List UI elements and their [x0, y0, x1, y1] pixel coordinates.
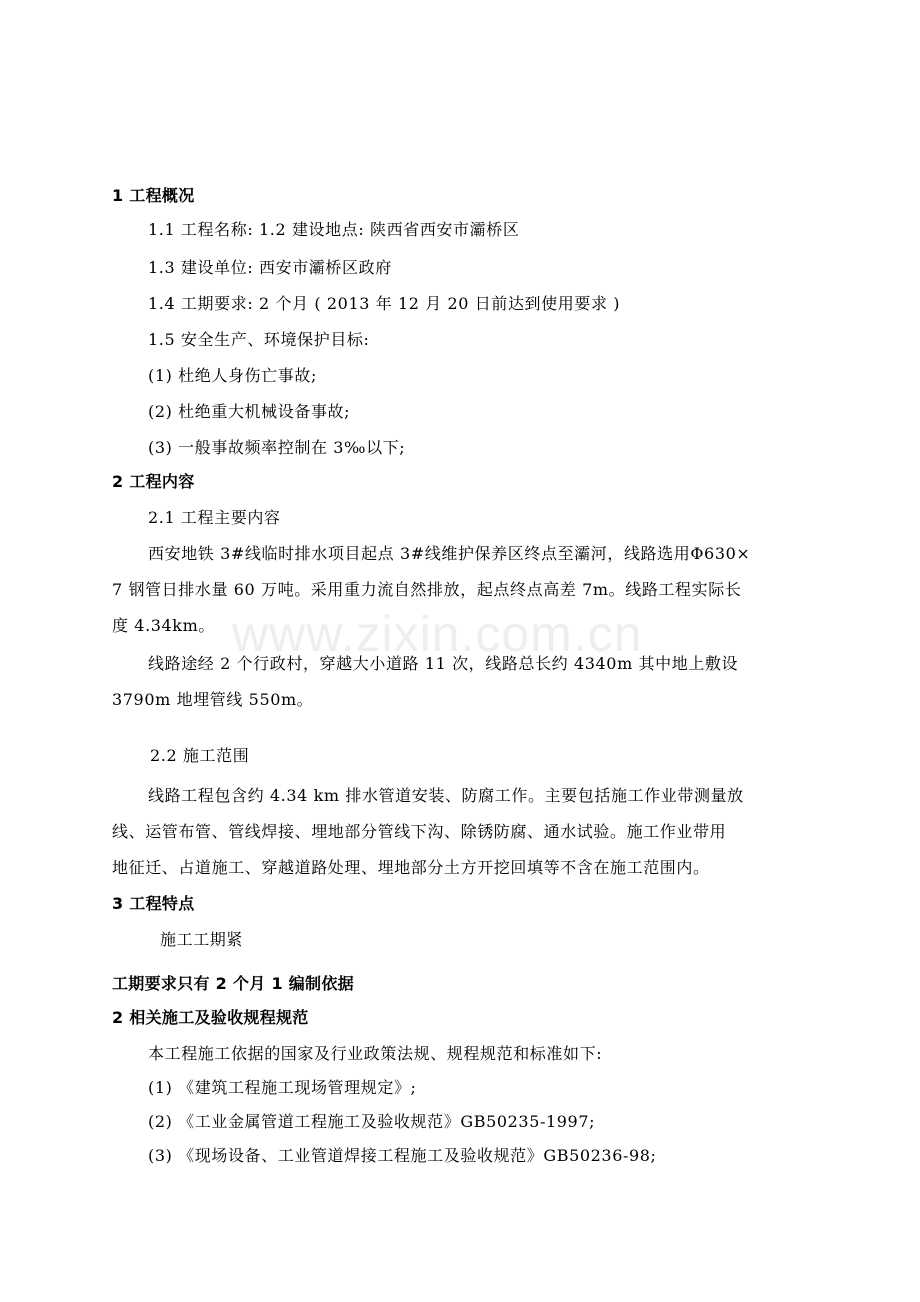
paragraph-line: 1.5 安全生产、环境保护目标:: [148, 330, 370, 349]
watermark-text: www.zixin.com.cn: [232, 606, 643, 662]
section-heading: 工期要求只有 2 个月 1 编制依据: [112, 974, 354, 993]
section-heading-2: 2 工程内容: [112, 472, 195, 491]
list-item: (1) 杜绝人身伤亡事故;: [148, 366, 317, 385]
paragraph-line: 1.1 工程名称: 1.2 建设地点: 陕西省西安市灞桥区: [148, 220, 520, 239]
list-item: (3) 一般事故频率控制在 3‰以下;: [148, 438, 406, 457]
paragraph-line: 线路途经 2 个行政村，穿越大小道路 11 次，线路总长约 4340m 其中地上敷设: [148, 654, 739, 673]
list-item: (2) 杜绝重大机械设备事故;: [148, 402, 351, 421]
paragraph-line: 度 4.34km。: [112, 616, 215, 635]
paragraph-line: 1.3 建设单位: 西安市灞桥区政府: [148, 258, 392, 277]
list-item: (3) 《现场设备、工业管道焊接工程施工及验收规范》GB50236-98;: [148, 1146, 657, 1165]
subsection-heading: 2.2 施工范围: [150, 746, 250, 765]
paragraph-line: 西安地铁 3#线临时排水项目起点 3#线维护保养区终点至灞河，线路选用Φ630×: [148, 544, 751, 563]
paragraph-line: 7 钢管日排水量 60 万吨。采用重力流自然排放，起点终点高差 7m。线路工程实际长: [112, 580, 742, 599]
paragraph-line: 本工程施工依据的国家及行业政策法规、规程规范和标准如下:: [148, 1044, 603, 1063]
paragraph-line: 施工工期紧: [160, 930, 244, 949]
subsection-heading: 2.1 工程主要内容: [148, 508, 281, 527]
list-item: (2) 《工业金属管道工程施工及验收规范》GB50235-1997;: [148, 1112, 596, 1131]
paragraph-line: 1.4 工期要求: 2 个月 ( 2013 年 12 月 20 日前达到使用要求 ): [148, 294, 621, 313]
paragraph-line: 地征迁、占道施工、穿越道路处理、埋地部分土方开挖回填等不含在施工范围内。: [112, 858, 710, 877]
paragraph-line: 3790m 地埋管线 550m。: [112, 690, 314, 709]
section-heading: 2 相关施工及验收规程规范: [112, 1008, 309, 1027]
section-heading-1: 1 工程概况: [112, 186, 195, 205]
list-item: (1) 《建筑工程施工现场管理规定》;: [148, 1078, 417, 1097]
paragraph-line: 线路工程包含约 4.34 km 排水管道安装、防腐工作。主要包括施工作业带测量放: [148, 786, 744, 805]
section-heading-3: 3 工程特点: [112, 894, 195, 913]
paragraph-line: 线、运管布管、管线焊接、埋地部分管线下沟、除锈防腐、通水试验。施工作业带用: [112, 822, 727, 841]
